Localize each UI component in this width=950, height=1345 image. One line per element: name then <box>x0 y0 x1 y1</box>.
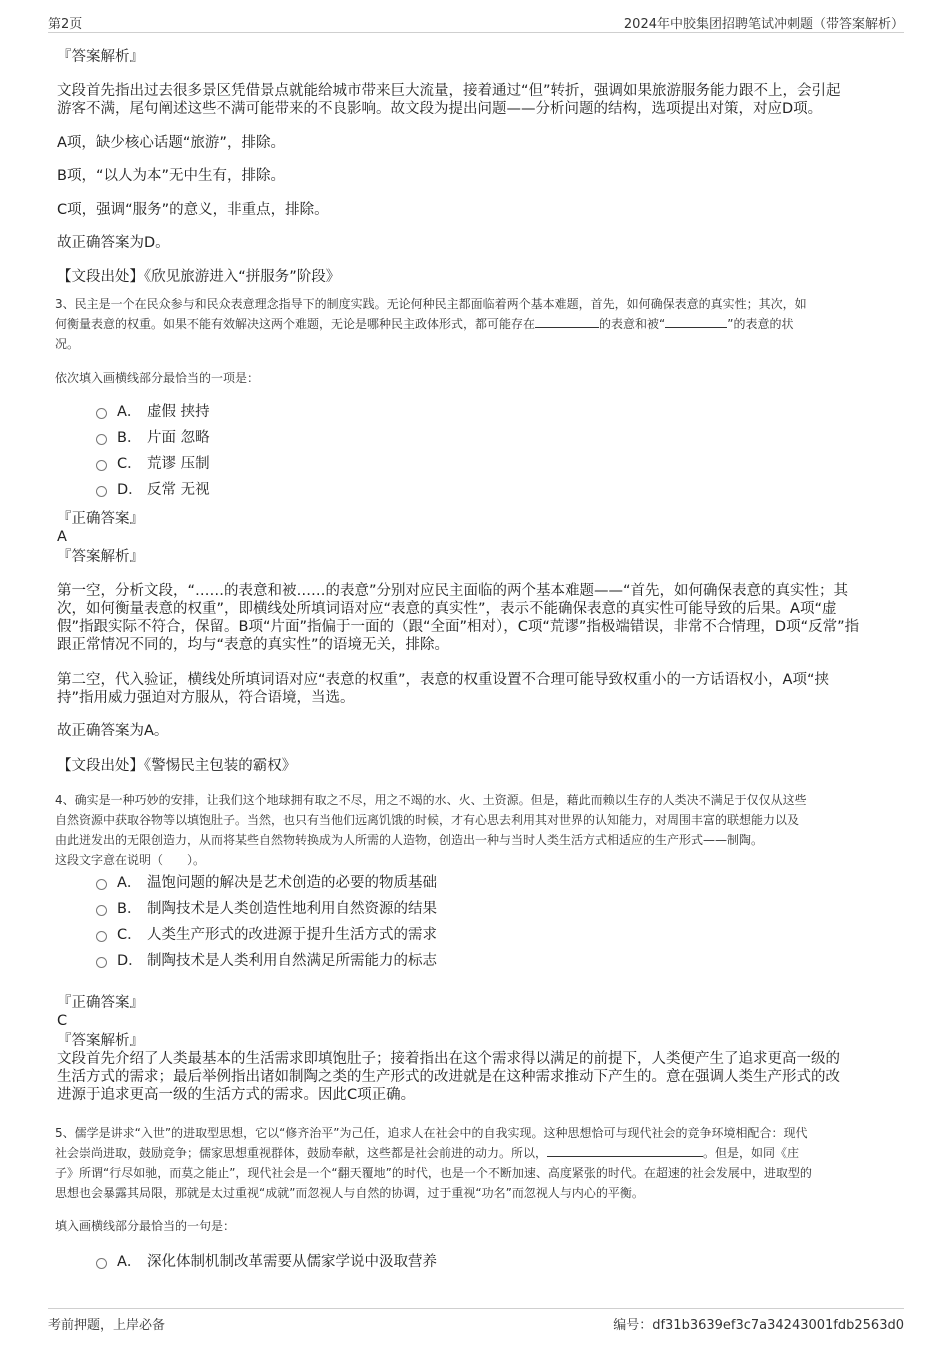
analysis-label: 『答案解析』 <box>57 49 144 65</box>
analysis-line: 生活方式的需求；最后举例指出诸如制陶之类的生产形式的改进就是在这种需求推动下产生的。意在强调人类生产形式的改 <box>57 1069 840 1085</box>
radio-icon[interactable] <box>96 408 107 419</box>
analysis-line: 次，如何衡量表意的权重”，即横线处所填词语对应“表意的真实性”，表示不能确保表意的真实性可能导致的后果。A项“虚 <box>57 601 837 617</box>
analysis-option-a: A项，缺少核心话题“旅游”，排除。 <box>57 135 285 151</box>
source-line: 【文段出处】《警惕民主包装的霸权》 <box>57 758 297 774</box>
fill-blank <box>547 1144 703 1157</box>
correct-answer-label: 『正确答案』 <box>57 995 144 1011</box>
analysis-line: 第二空，代入验证，横线处所填词语对应“表意的权重”，表意的权重设置不合理可能导致权重小的一方话语权小，A项“挟 <box>57 672 829 688</box>
radio-icon[interactable] <box>96 434 107 445</box>
question-4-stem: 由此迸发出的无限创造力，从而将某些自然物转换成为人所需的人造物，创造出一种与当时人类生活方式相适应的生产形式——制陶。 <box>55 833 764 847</box>
question-4-stem: 4、确实是一种巧妙的安排，让我们这个地球拥有取之不尽，用之不竭的水、火、土资源。但是，藉此而赖以生存的人类决不满足于仅仅从这些 <box>55 793 807 807</box>
analysis-option-b: B项，“以人为本”无中生有，排除。 <box>57 168 285 184</box>
question-5-stem: 5、儒学是讲求“入世”的进取型思想，它以“修齐治平”为己任，追求人在社会中的自我实现。这种思想恰可与现代社会的竞争环境相配合：现代 <box>55 1126 808 1140</box>
analysis-line: 游客不满，尾句阐述这些不满可能带来的不良影响。故文段为提出问题——分析问题的结构，选项提出对策，对应D项。 <box>57 101 823 117</box>
answer-conclusion: 故正确答案为A。 <box>57 723 169 739</box>
radio-icon[interactable] <box>96 460 107 471</box>
fill-blank <box>535 315 599 328</box>
analysis-line: 第一空，分析文段，“……的表意和被……的表意”分别对应民主面临的两个基本难题——“首先，如何确保表意的真实性；其 <box>57 583 849 599</box>
page-header <box>48 12 904 33</box>
document-id: 编号：df31b3639ef3c7a34243001fdb2563d0 <box>613 1318 904 1333</box>
option-b[interactable]: B． 片面 忽略 <box>96 428 210 448</box>
correct-answer-label: 『正确答案』 <box>57 511 144 527</box>
analysis-line: 进源于追求更高一级的生活方式的需求。因此C项正确。 <box>57 1087 416 1103</box>
question-5-stem: 子》所谓“行尽如驰，而莫之能止”，现代社会是一个“翻天覆地”的时代，也是一个不断加速、高度紧张的时代。在超速的社会发展中，进取型的 <box>55 1166 812 1180</box>
analysis-line: 假”指跟实际不符合，保留。B项“片面”指偏于一面的（跟“全面”相对），C项“荒谬”指极端错误，非常不合情理，D项“反常”指 <box>57 619 860 635</box>
analysis-line: 持”指用威力强迫对方服从，符合语境，当选。 <box>57 690 355 706</box>
option-a[interactable]: A． 温饱问题的解决是艺术创造的必要的物质基础 <box>96 873 437 893</box>
radio-icon[interactable] <box>96 957 107 968</box>
option-d[interactable]: D． 制陶技术是人类利用自然满足所需能力的标志 <box>96 951 437 971</box>
question-prompt: 填入画横线部分最恰当的一句是： <box>55 1219 236 1233</box>
analysis-line: 文段首先介绍了人类最基本的生活需求即填饱肚子；接着指出在这个需求得以满足的前提下，人类便产生了追求更高一级的 <box>57 1051 840 1067</box>
correct-answer: A <box>57 529 67 545</box>
radio-icon[interactable] <box>96 1258 107 1269</box>
analysis-line: 文段首先指出过去很多景区凭借景点就能给城市带来巨大流量，接着通过“但”转折，强调如果旅游服务能力跟不上，会引起 <box>57 83 841 99</box>
option-a[interactable]: A． 深化体制机制改革需要从儒家学说中汲取营养 <box>96 1252 437 1272</box>
option-c[interactable]: C． 荒谬 压制 <box>96 454 210 474</box>
analysis-option-c: C项，强调“服务”的意义，非重点，排除。 <box>57 202 329 218</box>
analysis-line: 跟正常情况不同的，均与“表意的真实性”的语境无关，排除。 <box>57 637 450 653</box>
radio-icon[interactable] <box>96 905 107 916</box>
radio-icon[interactable] <box>96 486 107 497</box>
option-d[interactable]: D． 反常 无视 <box>96 480 210 500</box>
page-number: 第2页 <box>48 17 83 32</box>
question-3-stem: 何衡量表意的权重。如果不能有效解决这两个难题，无论是哪种民主政体形式，都可能存在 的表意和被“ ”的表意的状 <box>55 317 794 331</box>
question-4-stem: 这段文字意在说明（ ）。 <box>55 853 206 867</box>
question-3-stem: 3、民主是一个在民众参与和民众表意理念指导下的制度实践。无论何种民主都面临着两个基本难题，首先，如何确保表意的真实性；其次，如 <box>55 297 807 311</box>
footer-slogan: 考前押题，上岸必备 <box>48 1318 166 1333</box>
source-line: 【文段出处】《欣见旅游进入“拼服务”阶段》 <box>57 269 341 285</box>
correct-answer: C <box>57 1013 68 1029</box>
option-a[interactable]: A． 虚假 挟持 <box>96 402 210 422</box>
analysis-label: 『答案解析』 <box>57 1033 144 1049</box>
page-footer <box>48 1308 904 1333</box>
answer-conclusion: 故正确答案为D。 <box>57 235 170 251</box>
option-c[interactable]: C． 人类生产形式的改进源于提升生活方式的需求 <box>96 925 437 945</box>
radio-icon[interactable] <box>96 931 107 942</box>
document-title: 2024年中胶集团招聘笔试冲刺题（带答案解析） <box>623 17 904 32</box>
question-3-stem: 况。 <box>55 337 80 351</box>
question-5-stem: 思想也会暴露其局限，那就是太过重视“成就”而忽视人与自然的协调，过于重视“功名”而忽视人与内心的平衡。 <box>55 1186 644 1200</box>
radio-icon[interactable] <box>96 879 107 890</box>
option-b[interactable]: B． 制陶技术是人类创造性地利用自然资源的结果 <box>96 899 437 919</box>
question-4-stem: 自然资源中获取谷物等以填饱肚子。当然，也只有当他们远离饥饿的时候，才有心思去利用其对世界的认知能力，对周围丰富的联想能力以及 <box>55 813 800 827</box>
question-prompt: 依次填入画横线部分最恰当的一项是： <box>55 371 260 385</box>
question-5-stem: 社会崇尚进取，鼓励竞争；儒家思想重视群体，鼓励奉献，这些都是社会前进的动力。所以， 。但是，如同《庄 <box>55 1146 800 1160</box>
analysis-label: 『答案解析』 <box>57 549 144 565</box>
fill-blank <box>665 315 727 328</box>
